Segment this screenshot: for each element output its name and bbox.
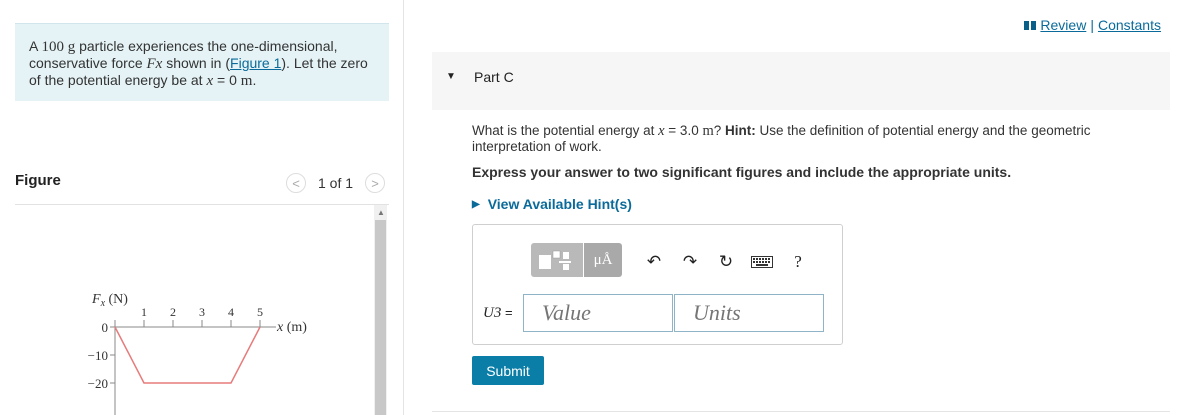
question-fragment: = 3.0 <box>664 123 703 138</box>
y-tick-label: 0 <box>101 320 108 335</box>
caret-right-icon: ▶ <box>472 198 480 210</box>
answer-label <box>483 305 513 322</box>
equals-sign: = <box>501 305 513 320</box>
divider <box>432 411 1170 412</box>
undo-icon[interactable]: ↶ <box>646 252 662 271</box>
problem-text: ). Let the zero of the potential energy be at <box>29 55 368 88</box>
editor-actions <box>636 250 816 274</box>
problem-text: particle experiences the one-dimensional, conservative force <box>29 38 338 71</box>
review-icon <box>1024 21 1036 30</box>
templates-icon <box>537 249 577 271</box>
question-fragment: ? <box>713 123 725 138</box>
problem-text: A <box>29 38 42 54</box>
pager-text: 1 of 1 <box>318 175 354 191</box>
y-tick-label: −10 <box>87 348 108 363</box>
problem-text: = 0 <box>213 72 241 88</box>
question-text <box>472 123 1132 155</box>
caret-down-icon[interactable]: ▼ <box>446 71 456 82</box>
unit-meter: m <box>240 73 253 89</box>
force-symbol: Fx <box>146 56 163 72</box>
y-axis-ticks <box>88 320 115 391</box>
view-hints-toggle[interactable] <box>472 196 632 212</box>
hint-label: Hint: <box>725 123 756 138</box>
keyboard-icon <box>751 256 773 268</box>
x-variable: x <box>206 73 214 89</box>
x-variable: x <box>658 123 665 139</box>
mass-value: 100 g <box>41 39 76 55</box>
divider <box>15 204 389 205</box>
value-input[interactable] <box>523 294 673 332</box>
x-tick-label: 2 <box>170 305 176 319</box>
figure-title: Figure <box>15 172 61 189</box>
unit-meter: m <box>702 123 714 139</box>
answer-variable: U3 <box>483 305 502 321</box>
part-title: Part C <box>474 69 514 85</box>
review-link[interactable]: Review <box>1040 17 1087 33</box>
question-fragment: What is the potential energy at <box>472 123 659 138</box>
column-divider <box>403 0 404 415</box>
keyboard-button[interactable] <box>744 250 780 274</box>
series-line <box>115 327 260 383</box>
scrollbar-thumb[interactable] <box>375 220 386 415</box>
link-separator: | <box>1090 17 1094 33</box>
x-tick-label: 4 <box>228 305 234 319</box>
help-icon[interactable]: ? <box>794 252 802 271</box>
problem-text: shown in ( <box>162 55 231 71</box>
next-figure-button[interactable]: > <box>365 173 385 193</box>
x-tick-label: 1 <box>141 305 147 319</box>
x-axis-label: x (m) <box>277 320 307 335</box>
answer-instruction: Express your answer to two significant figures and include the appropriate units. <box>472 164 1012 180</box>
force-graph <box>70 280 330 415</box>
redo-icon[interactable]: ↷ <box>682 252 698 271</box>
y-axis-label: $F_x$ (N) <box>92 292 128 309</box>
part-header[interactable] <box>432 52 1170 110</box>
x-tick-label: 5 <box>257 305 263 319</box>
problem-statement <box>15 23 389 101</box>
constants-link[interactable]: Constants <box>1097 17 1161 33</box>
prev-figure-button[interactable]: < <box>286 173 306 193</box>
x-tick-label: 3 <box>199 305 205 319</box>
figure-link[interactable]: Figure 1 <box>230 55 282 71</box>
units-input[interactable] <box>674 294 824 332</box>
view-hints-label: View Available Hint(s) <box>487 196 632 212</box>
y-tick-label: −20 <box>87 376 108 391</box>
force-curve <box>115 327 260 383</box>
review-constants-links <box>1024 17 1161 33</box>
question-fragment: Use the definition of potential energy and the geometric interpretation of work. <box>472 123 1091 154</box>
x-axis-ticks <box>141 305 263 327</box>
templates-button[interactable] <box>531 243 583 277</box>
submit-button[interactable]: Submit <box>472 356 544 385</box>
problem-text: . <box>252 72 257 88</box>
figure-pager <box>286 173 385 193</box>
math-toolbar <box>531 243 622 277</box>
scroll-up-arrow-icon[interactable]: ▲ <box>377 208 385 217</box>
reset-icon[interactable]: ↻ <box>718 252 734 271</box>
units-button[interactable]: μÅ <box>584 243 622 277</box>
